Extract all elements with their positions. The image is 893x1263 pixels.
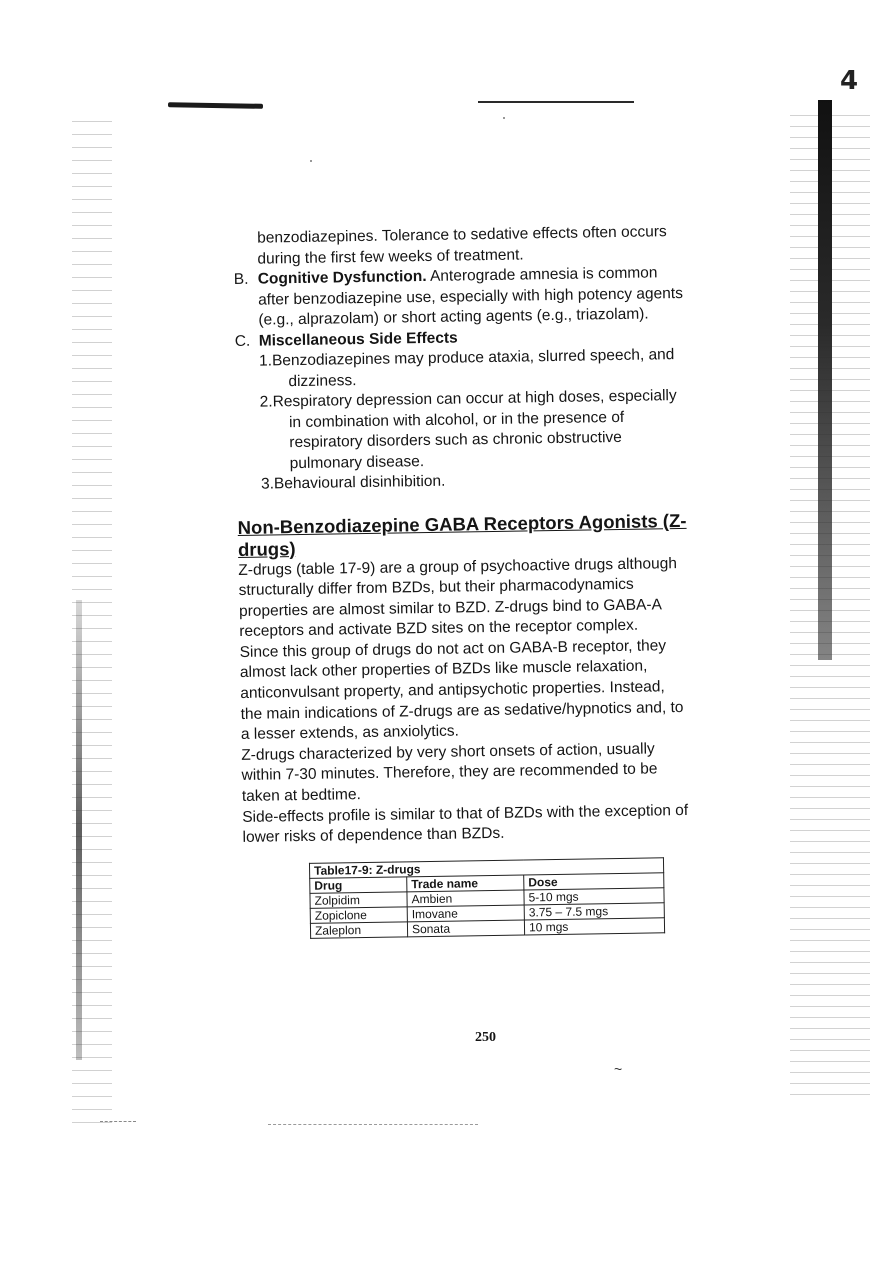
scan-left-shadow (76, 600, 82, 1060)
page-number: 250 (475, 1030, 496, 1045)
scan-speck (310, 160, 312, 162)
list-item-continuation: respiratory disorders such as chronic obstructive (289, 428, 622, 452)
section-text: Anterograde amnesia is common (426, 264, 658, 285)
list-number: 2. (259, 393, 273, 411)
scan-mark-top (478, 101, 634, 103)
scan-mark-bottom-left (100, 1121, 136, 1123)
column-header: Dose (524, 873, 664, 890)
paragraph-line: taken at bedtime. (241, 786, 361, 805)
paragraph-line: anticonvulsant property, and antipsychotic properties. Instead, (240, 678, 665, 703)
list-text: Respiratory depression can occur at high doses, especially (272, 387, 677, 411)
table-cell: Sonata (407, 920, 524, 937)
table-cell: Ambien (407, 890, 524, 907)
paragraph-line: within 7-30 minutes. Therefore, they are recommended to be (241, 760, 658, 785)
page-content (233, 221, 756, 940)
heading-line: drugs) (237, 537, 296, 560)
table-caption: Table17-9: Z-drugs (309, 858, 663, 879)
body-paragraph (238, 552, 754, 848)
scan-mark-top-left (168, 102, 263, 109)
section-line: (e.g., alprazolam) or short acting agents (e.g., triazolam). (258, 305, 649, 329)
list-item-continuation: dizziness. (288, 371, 357, 390)
paragraph-line: Z-drugs (table 17-9) are a group of psychoactive drugs although (238, 554, 677, 579)
scan-corner-glyph: 4 (840, 66, 859, 96)
list-number: 3. (260, 475, 275, 493)
section-marker: C. (234, 332, 251, 350)
paragraph-line: a lesser extends, as anxiolytics. (240, 722, 460, 744)
list-number: 1. (258, 352, 273, 370)
paragraph-line: the main indications of Z-drugs are as sedative/hypnotics and, to (240, 698, 684, 723)
column-header: Trade name (407, 875, 524, 892)
section-line: after benzodiazepine use, especially with high potency agents (257, 284, 684, 309)
paragraph-line: Side-effects profile is similar to that of BZDs with the exception of (242, 801, 689, 826)
list-item-continuation: in combination with alcohol, or in the presence of (288, 408, 625, 431)
scan-speck (503, 117, 505, 119)
column-header: Drug (310, 877, 407, 894)
paragraph-line: Z-drugs characterized by very short onsets of action, usually (241, 740, 655, 764)
table-cell: Zolpidim (310, 892, 407, 909)
table-cell: Imovane (407, 905, 524, 922)
list-text: Behavioural disinhibition. (273, 472, 446, 493)
paragraph-line: structurally differ from BZDs, but their pharmacodynamics (238, 575, 634, 600)
paragraph-line: Since this group of drugs do not act on GABA-B receptor, they (239, 637, 667, 661)
scan-binding-shadow (818, 100, 832, 660)
paragraph-line: receptors and activate BZD sites on the receptor complex. (239, 616, 639, 641)
section-title: Cognitive Dysfunction. (257, 267, 427, 288)
z-drugs-table (309, 857, 665, 939)
list-text: Benzodiazepines may produce ataxia, slurred speech, and (271, 346, 675, 370)
intro-line: during the first few weeks of treatment. (257, 245, 524, 268)
table-cell: Zopiclone (310, 907, 407, 924)
paragraph-line: almost lack other properties of BZDs like muscle relaxation, (239, 658, 648, 682)
table-cell: 3.75 – 7.5 mgs (524, 903, 664, 920)
intro-line: benzodiazepines. Tolerance to sedative effects often occurs (257, 223, 667, 247)
heading-line: Non-Benzodiazepine GABA Receptors Agonists (Z- (237, 509, 687, 538)
table-cell: Zaleplon (310, 922, 407, 939)
table-cell: 5-10 mgs (524, 888, 664, 905)
table-cell: 10 mgs (524, 918, 664, 935)
paragraph-line: properties are almost similar to BZD. Z-drugs bind to GABA-A (238, 595, 663, 620)
paragraph-line: lower risks of dependence than BZDs. (242, 825, 505, 847)
section-marker: B. (233, 270, 249, 288)
list-item-continuation: pulmonary disease. (289, 452, 425, 472)
scan-tick-mark: ~ (614, 1061, 623, 1077)
section-title: Miscellaneous Side Effects (258, 328, 458, 350)
scan-mark-bottom (268, 1124, 478, 1126)
